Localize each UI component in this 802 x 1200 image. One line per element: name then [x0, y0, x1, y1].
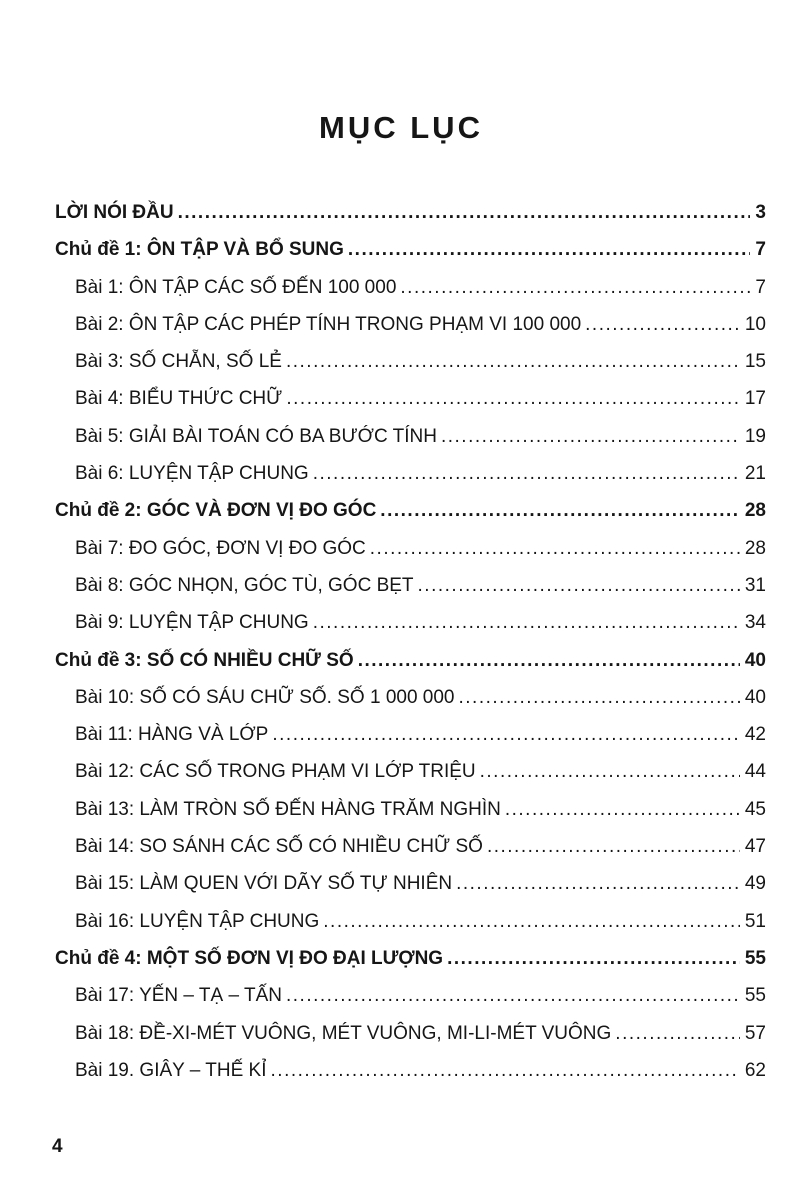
toc-entry	[55, 977, 766, 1014]
dot-leader	[286, 977, 740, 1014]
toc-entry	[55, 604, 766, 641]
dot-leader	[178, 194, 751, 231]
toc-entry	[55, 1015, 766, 1052]
dot-leader	[441, 418, 740, 455]
dot-leader	[400, 269, 750, 306]
toc-entry-label: Bài 19. GIÂY – THẾ KỈ	[75, 1059, 267, 1081]
dot-leader	[323, 903, 740, 940]
toc-entry-page: 44	[744, 761, 766, 783]
dot-leader	[585, 306, 740, 343]
toc-entry-page: 40	[744, 649, 766, 671]
toc-entry-page: 10	[744, 313, 766, 335]
toc-entry-page: 3	[755, 202, 766, 223]
toc-entry-page: 55	[744, 985, 766, 1007]
toc-entry	[55, 269, 766, 306]
toc-entry	[55, 791, 766, 828]
toc-entry-label: Bài 3: SỐ CHẴN, SỐ LẺ	[75, 351, 282, 373]
toc-entry-label: Chủ đề 2: GÓC VÀ ĐƠN VỊ ĐO GÓC	[55, 500, 377, 522]
dot-leader	[286, 380, 739, 417]
toc-entry-label: Bài 12: CÁC SỐ TRONG PHẠM VI LỚP TRIỆU	[75, 761, 476, 783]
toc-entry-label: Bài 6: LUYỆN TẬP CHUNG	[75, 463, 309, 485]
toc-entry	[55, 865, 766, 902]
toc-entry-label: Bài 11: HÀNG VÀ LỚP	[75, 724, 269, 746]
toc-entry-label: Chủ đề 1: ÔN TẬP VÀ BỔ SUNG	[55, 239, 344, 261]
dot-leader	[447, 940, 740, 977]
dot-leader	[358, 642, 740, 679]
toc-entry-label: Bài 9: LUYỆN TẬP CHUNG	[75, 612, 309, 634]
toc-entry-page: 17	[744, 388, 766, 410]
toc-entry-page: 40	[744, 686, 766, 708]
dot-leader	[313, 604, 740, 641]
toc-entry-page: 49	[744, 873, 766, 895]
toc-entry-label: Bài 4: BIỂU THỨC CHỮ	[75, 388, 283, 410]
dot-leader	[505, 791, 740, 828]
toc-entry	[55, 492, 766, 529]
toc-entry-label: Bài 15: LÀM QUEN VỚI DÃY SỐ TỰ NHIÊN	[75, 873, 453, 895]
toc-entry-page: 7	[755, 276, 766, 298]
dot-leader	[272, 716, 740, 753]
toc-entry-page: 51	[744, 910, 766, 932]
toc-entry	[55, 306, 766, 343]
toc-entry-label: Chủ đề 3: SỐ CÓ NHIỀU CHỮ SỐ	[55, 649, 354, 671]
toc-entry-label: Bài 14: SO SÁNH CÁC SỐ CÓ NHIỀU CHỮ SỐ	[75, 836, 483, 858]
dot-leader	[380, 492, 740, 529]
toc-entry	[55, 1052, 766, 1089]
dot-leader	[480, 753, 740, 790]
dot-leader	[271, 1052, 740, 1089]
toc-entry	[55, 828, 766, 865]
toc-entry-page: 28	[744, 537, 766, 559]
dot-leader	[418, 567, 740, 604]
dot-leader	[348, 231, 751, 268]
toc-list	[55, 194, 766, 1089]
toc-entry	[55, 567, 766, 604]
dot-leader	[459, 679, 740, 716]
toc-entry-page: 55	[744, 947, 766, 969]
toc-entry-page: 31	[744, 574, 766, 596]
toc-entry-page: 62	[744, 1059, 766, 1081]
toc-entry	[55, 716, 766, 753]
toc-entry-label: Bài 2: ÔN TẬP CÁC PHÉP TÍNH TRONG PHẠM VI 100 000	[75, 313, 582, 335]
toc-entry-page: 45	[744, 798, 766, 820]
toc-entry-page: 21	[744, 463, 766, 485]
dot-leader	[286, 343, 740, 380]
toc-entry-label: Chủ đề 4: MỘT SỐ ĐƠN VỊ ĐO ĐẠI LƯỢNG	[55, 947, 444, 969]
toc-entry	[55, 642, 766, 679]
dot-leader	[456, 865, 740, 902]
toc-entry	[55, 418, 766, 455]
toc-entry	[55, 940, 766, 977]
toc-entry	[55, 380, 766, 417]
dot-leader	[487, 828, 740, 865]
toc-entry-label: Bài 17: YẾN – TẠ – TẤN	[75, 985, 282, 1007]
toc-entry	[55, 194, 766, 231]
toc-entry-page: 15	[744, 351, 766, 373]
toc-entry-page: 28	[744, 500, 766, 522]
toc-entry-label: Bài 13: LÀM TRÒN SỐ ĐẾN HÀNG TRĂM NGHÌN	[75, 798, 501, 820]
toc-entry-page: 57	[744, 1022, 766, 1044]
toc-entry	[55, 343, 766, 380]
toc-entry-label: Bài 1: ÔN TẬP CÁC SỐ ĐẾN 100 000	[75, 276, 397, 298]
toc-entry-page: 42	[744, 724, 766, 746]
toc-entry-page: 7	[755, 239, 766, 261]
dot-leader	[370, 530, 740, 567]
toc-entry	[55, 903, 766, 940]
toc-entry-label: LỜI NÓI ĐẦU	[55, 202, 174, 223]
toc-entry	[55, 231, 766, 268]
toc-entry	[55, 679, 766, 716]
toc-entry-label: Bài 8: GÓC NHỌN, GÓC TÙ, GÓC BẸT	[75, 574, 414, 596]
toc-entry-page: 47	[744, 836, 766, 858]
dot-leader	[313, 455, 740, 492]
toc-entry	[55, 753, 766, 790]
toc-entry-label: Bài 7: ĐO GÓC, ĐƠN VỊ ĐO GÓC	[75, 537, 366, 559]
toc-entry	[55, 455, 766, 492]
toc-entry-page: 19	[744, 425, 766, 447]
toc-entry-label: Bài 10: SỐ CÓ SÁU CHỮ SỐ. SỐ 1 000 000	[75, 686, 455, 708]
toc-entry-label: Bài 16: LUYỆN TẬP CHUNG	[75, 910, 320, 932]
toc-entry-page: 34	[744, 612, 766, 634]
toc-entry-label: Bài 18: ĐỀ-XI-MÉT VUÔNG, MÉT VUÔNG, MI-LI-MÉT VUÔNG	[75, 1022, 612, 1044]
toc-entry	[55, 530, 766, 567]
page-title: MỤC LỤC	[319, 110, 483, 145]
dot-leader	[615, 1015, 740, 1052]
footer-page-number: 4	[52, 1136, 63, 1157]
toc-entry-label: Bài 5: GIẢI BÀI TOÁN CÓ BA BƯỚC TÍNH	[75, 425, 437, 447]
